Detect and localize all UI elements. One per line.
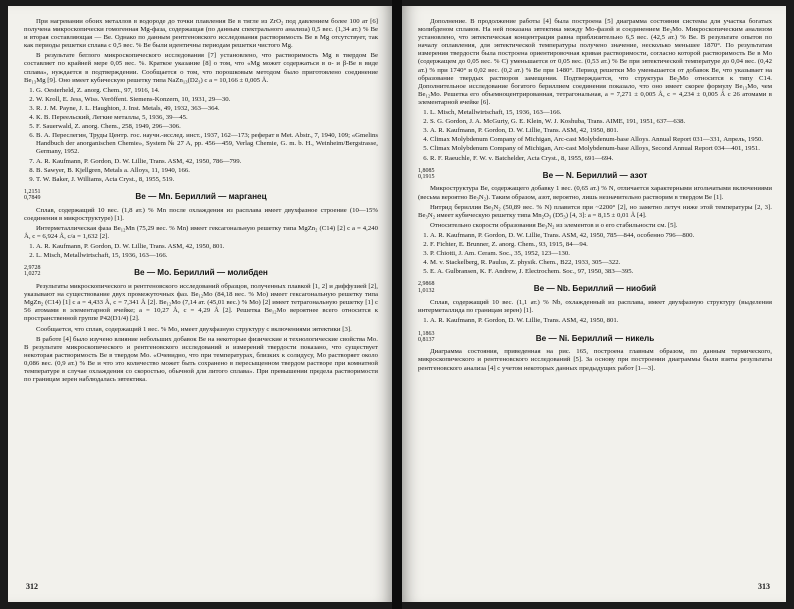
factor: 0,1915 (418, 173, 435, 180)
reference-list (24, 87, 378, 184)
factor: 0,8137 (418, 336, 435, 343)
left-page (8, 6, 392, 602)
section-title: Be — Mo. Бериллий — молибден (134, 268, 268, 278)
reference-item: 3. P. Chiotti, J. Am. Ceram. Soc., 35, 1952, 123—130. (430, 250, 772, 258)
reference-item: 1. A. R. Kaufmann, P. Gordon, D. W. Lillie, Trans. ASM, 42, 1950, 785—844, особенно 796—800. (430, 232, 772, 240)
reference-item: 1. G. Oesterheld, Z. anorg. Chem., 97, 1916, 14. (36, 87, 378, 95)
factor: 2,9868 (418, 281, 435, 288)
paragraph: В результате беглого микроскопического исследования [7] установлено, что растворимость Mg в твердом Be составляет по крайней мере 0,05 вес. %. Краткое указание [8] о том, что «Mg может содержаться в α- и β-Be в виде сплава», нуждается в подтверждении. Сообщается о том, что порошковым методом было приготовлено соединение Be₁₃Mg [9]. Оно имеет кубическую решетку типа NaZn₁₃(D2₃) с a = 10,166 ± 0,005 Å. (24, 52, 378, 84)
paragraph: При нагревании обоих металлов в водороде до точки плавления Be в тигле из ZrO₂ под давлением более 100 ат [6] получена микроскопически гомогенная Mg-фаза, содержащая (по данным спектрального анализа) 0,5 вес. (1,34 ат.) % Be и вторая составляющая — Be. Однако по данным рентгеновского исследования растворимость Be в Mg отсутствует, так как периоды решетки сплава с 0,5 вес. % Be были идентичны периодам решетки чистого Mg. (24, 18, 378, 50)
reference-item: 2. W. Kroll, E. Jess, Wiss. Veröffent. Siemens-Konzern, 10, 1931, 29—30. (36, 96, 378, 104)
paragraph: Результаты микроскопического и рентгеновского исследований образцов, полученных плавкой [1, 2] и диффузией [2], указывают на существование двух промежуточных фаз. Be₁₂Mo (84,18 вес. % Mo) имеет гексагональную решетку типа MgZn₂ (C14) [1] с a = 4,433 Å, c = 7,341 Å [2]. Be₁₂Mo (7,14 ат. (45,01 вес.) % Mo) [2] имеет тетрагональную решетку [1] с 56 атомами в элементарной ячейке; a = 10,27 Å, c = 4,29 Å [2]. Решетка Be₁₂Mo вероятнее всего относится к пространственной группе P42(D1/4) [2]. (24, 283, 378, 323)
page-number: 312 (26, 582, 38, 592)
page-number: 313 (758, 582, 770, 592)
reference-item: 1. A. R. Kaufmann, P. Gordon, D. W. Lillie, Trans. ASM, 42, 1950, 801. (36, 243, 378, 251)
section-heading-mo (24, 265, 378, 278)
section-title: Be — Mn. Бериллий — марганец (135, 191, 267, 201)
conversion-factors (418, 281, 435, 294)
reference-list (418, 232, 772, 276)
paragraph: Диаграмма состояния, приведенная на рис. 165, построена главным образом, по данным термического, микроскопического и рентгеновского исследований [5]. За основу при построении диаграммы были взяты результаты рентгеновского анализа [4] с учетом некоторых данных предыдущих работ [1—3]. (418, 348, 772, 372)
reference-item: 4. Climax Molybdenum Company of Michigan, Arc-cast Molybdenum-base Alloys. Annual Report 031—331, Апрель, 1950. (430, 136, 772, 144)
section-heading-n (418, 167, 772, 181)
paragraph: Нитрид бериллия Be₃N₂ (50,89 вес. % N) плавится при ~2200° [2], но заметно летуч ниже этой температуры [2, 3]. Be₃N₂ имеет кубическую решетку типа Mn₂O₃ (D5₃) [4, 3]: a = 8,15 ± 0,01 Å [4]. (418, 203, 772, 219)
reference-item: 4. К. В. Переельский, Легкие металлы, 5, 1936, 39—45. (36, 114, 378, 122)
section-heading-nb (418, 281, 772, 294)
paragraph: Микроструктура Be, содержащего добавку 1 вес. (0,65 ат.) % N, отличается характерными игольчатыми включениями (весьма вероятно Be₃N₂). Таким образом, азот, вероятно, лишь незначительно растворим в твердом Be [1]. (418, 185, 772, 201)
conversion-factors (418, 331, 435, 344)
paragraph: Сообщается, что сплав, содержащий 1 вес. % Mo, имеет двухфазную структуру с включениями эвтектики [3]. (36, 325, 352, 333)
paragraph: Сплав, содержащий 10 вес. (1,1 ат.) % Nb, охлажденный из расплава, имеет двухфазную структуру (выделения интерметаллида по границам зерен) [1]. (418, 299, 772, 315)
factor: 0,7849 (24, 195, 41, 202)
conversion-factors (24, 189, 41, 202)
conversion-factors (24, 265, 41, 278)
paragraph: Дополнение. В продолжение работы [4] была построена [5] диаграмма состояния системы для участка богатых молибденом сплавов. На ней показана эвтектика между Mo-фазой и соединением Be₂Mo. Микроскопическим анализом установлено, что эвтектическая концентрация равна приблизительно 6,5 вес. (42,5 ат.) % Be. В результате опытов по началу оплавления, для эвтектической температуры получено значение, несколько меньшее 1870°. По результатам измерения твердости была построена ориентировочная кривая растворимости, согласно которой растворимость Be в Mo (содержащем до 0,05 вес. % C) уменьшается от 0,05 вес. (0,53 ат.) % Be при эвтектической температуре до 0,04 вес. (0,42 ат.) % при 1740° и 0,02 вес. (0,2 ат.) % Be при 1480°. Период решетки Mo уменьшается от добавок Be, что указывает на образование твердых растворов замещения. Подтверждается, что структура Be₂Mo относится к типу C14. Дополнительное исследование богатого бериллием соединения показало, что оно имеет скорее формулу Be₁₃Mo, чем Be₁₂Mo. Решетка его объемноцентрированная, тетрагональная, a = 7,271 ± 0,005 Å, c = 4,234 ± 0,005 Å с 26 атомами в элементарной ячейке [6]. (418, 18, 772, 106)
conversion-factors (418, 168, 435, 181)
paragraph: Интерметаллическая фаза Be₁₂Mn (75,29 вес. % Mn) имеет гексагональную решетку типа MgZn₂ (C14) [2] с a = 4,240 Å, c = 6,924 Å, c/a = 1,632 [2]. (24, 224, 378, 240)
book-gutter (392, 0, 402, 609)
factor: 1,8085 (418, 167, 435, 174)
reference-item: 1. A. R. Kaufmann, P. Gordon, D. W. Lillie, Trans. ASM, 42, 1950, 801. (430, 317, 772, 325)
paragraph: В работе [4] было изучено влияние небольших добавок Be на некоторые физические и технологические свойства Mo. В результате микроскопического и рентгеновского исследований и измерений твердости показано, что существует некоторая растворимость Be в твердом Mo. «Очевидно, что при температурах, близких к солидусу, Mo растворяет около 0,086 вес. (0,9 ат.) % Be и что это количество может быть сохранено в пересыщенном твердом растворе при комнатной температуре в случае охлаждения со скоростью, обычной для литого сплава». При превышении предела растворимости по границам зерен наблюдалась эвтектика. (24, 335, 378, 384)
reference-list (24, 243, 378, 260)
paragraph: Относительно скорости образования Be₃N₂ из элементов и о его стабильности см. [5]. (430, 221, 678, 229)
factor: 1,0132 (418, 287, 435, 294)
reference-list (418, 109, 772, 163)
section-title: Be — Nb. Бериллий — ниобий (533, 284, 657, 294)
reference-item: 6. В. А. Переслегин, Труды Центр. гос. научн.-исслед. инст., 1937, 162—173; реферат в Met. Abstr., 7, 1940, 109; «Gmelins Handbuch der anorganischen Chemie», System № 27 A, pp. 456—459, Verlag Chemie, G. m. b. H., Weinheim/Bergstrasse, Germany, 1952. (36, 132, 378, 156)
section-title: Be — Ni. Бериллий — никель (535, 333, 655, 343)
right-page (402, 6, 786, 602)
reference-item: 8. B. Sawyer, B. Kjellgren, Metals a. Alloys, 11, 1940, 166. (36, 167, 378, 175)
reference-item: 2. F. Fichter, E. Brunner, Z. anorg. Chem., 93, 1915, 84—94. (430, 241, 772, 249)
reference-item: 2. L. Misch, Metallwirtschaft, 15, 1936, 163—166. (36, 252, 378, 260)
factor: 1,1863 (418, 330, 435, 337)
reference-item: 3. A. R. Kaufmann, P. Gordon, D. W. Lillie, Trans. ASM, 42, 1950, 801. (430, 127, 772, 135)
section-title: Be — N. Бериллий — азот (542, 170, 648, 180)
reference-item: 6. R. F. Raeuchle, F. W. v. Batchelder, Acta Cryst., 8, 1955, 691—694. (430, 155, 772, 163)
reference-item: 3. R. J. M. Payne, J. L. Haughton, J. Inst. Metals, 49, 1932, 363—364. (36, 105, 378, 113)
section-heading-ni (418, 330, 772, 344)
reference-item: 4. M. v. Stackelberg, R. Paulus, Z. physik. Chem., B22, 1933, 305—322. (430, 259, 772, 267)
factor: 1,0272 (24, 271, 41, 278)
reference-item: 5. Climax Molybdenum Company of Michigan, Arc-cast Molybdenum-base Alloys, Second Annual Report 034—401, 1951. (430, 145, 772, 153)
reference-item: 9. T. W. Baker, J. Williams, Acta Cryst., 8, 1955, 519. (36, 176, 378, 184)
factor: 1,2151 (24, 188, 41, 195)
reference-item: 5. E. A. Gulbransen, K. F. Andrew, J. Electrochem. Soc., 97, 1950, 383—395. (430, 268, 772, 276)
reference-item: 7. A. R. Kaufmann, P. Gordon, D. W. Lillie, Trans. ASM, 42, 1950, 786—799. (36, 158, 378, 166)
reference-list (418, 317, 772, 325)
factor: 2,9728 (24, 265, 41, 272)
paragraph: Сплав, содержащий 10 вес. (1,8 ат.) % Mn после охлаждения из расплава имеет двухфазное строение (10—15% соединения в микроструктуре) [1]. (24, 206, 378, 222)
section-heading-mn (24, 188, 378, 202)
reference-item: 2. S. G. Gordon, J. A. McGurty, G. E. Klein, W. J. Koshuba, Trans. AIME, 191, 1951, 637—638. (430, 118, 772, 126)
reference-item: 5. F. Sauerwald, Z. anorg. Chem., 258, 1949, 296—306. (36, 123, 378, 131)
reference-item: 1. L. Misch, Metallwirtschaft, 15, 1936, 163—166. (430, 109, 772, 117)
